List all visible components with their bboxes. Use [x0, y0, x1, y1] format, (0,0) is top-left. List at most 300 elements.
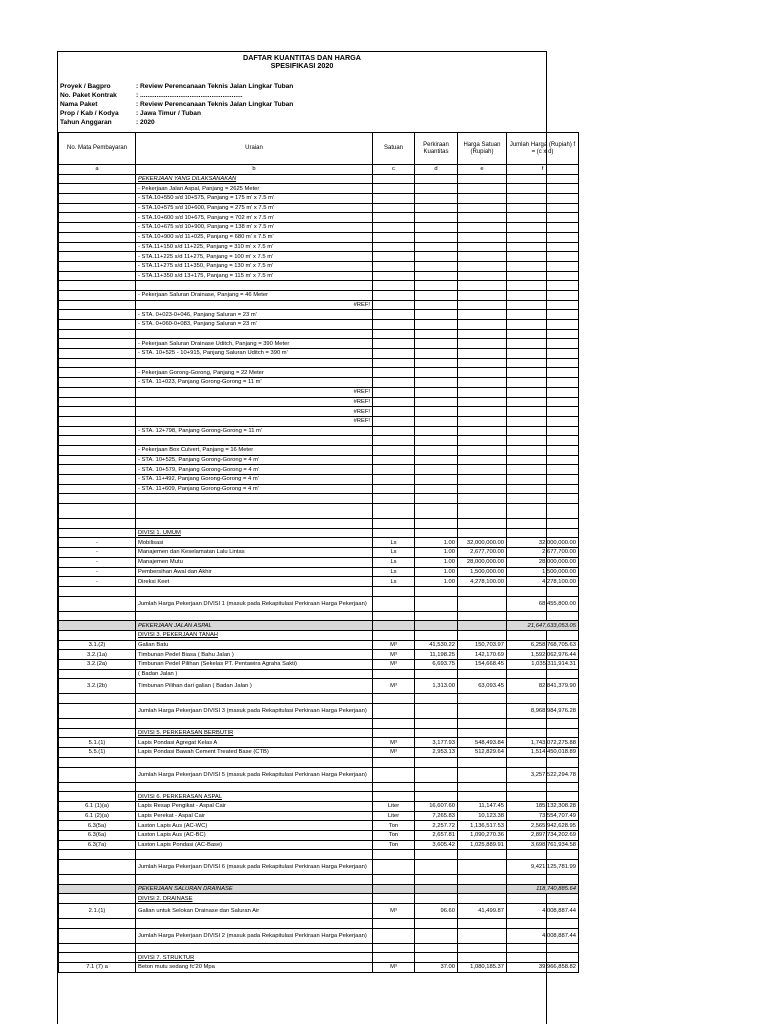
- cell-uraian: - STA. 0+023-0+046, Panjang Saluran = 23 m': [136, 310, 373, 320]
- cell-uraian: - STA. 10+579, Panjang Gorong-Gorong = 4 m': [136, 465, 373, 475]
- cell-uraian: - STA.11+350 s/d 13+175, Panjang = 115 m' x 7.5 m': [136, 271, 373, 281]
- cell-uraian: Jumlah Harga Pekerjaan DIVISI 3 (masuk pada Rekapitulasi Perkiraan Harga Pekerjaan): [136, 704, 373, 719]
- table-row: [59, 387, 579, 397]
- cell-kuantitas: [415, 310, 458, 320]
- table-row: [59, 475, 579, 485]
- table-row: [59, 310, 579, 320]
- cell-harga: [458, 252, 507, 262]
- cell-kuantitas: 11,198.25: [415, 650, 458, 660]
- header-harga: Harga Satuan (Rupiah): [458, 133, 507, 165]
- cell-jumlah: [507, 358, 579, 368]
- cell-no: [59, 611, 136, 621]
- cell-harga: [458, 349, 507, 359]
- cell-satuan: [373, 261, 415, 271]
- cell-jumlah: 4,278,100.00: [507, 577, 579, 587]
- table-row: [59, 445, 579, 455]
- cell-jumlah: [507, 943, 579, 953]
- cell-no: 2.1.(1): [59, 904, 136, 919]
- cell-kuantitas: [415, 860, 458, 875]
- cell-no: [59, 860, 136, 875]
- cell-kuantitas: 1,313.00: [415, 679, 458, 694]
- table-row: [59, 455, 579, 465]
- cell-uraian: [136, 281, 373, 291]
- cell-uraian: - STA.10+600 s/d 10+675, Panjang = 702 m' x 7.5 m': [136, 213, 373, 223]
- cell-harga: [458, 271, 507, 281]
- cell-satuan: Ls: [373, 557, 415, 567]
- cell-uraian: Manajemen dan Keselamatan Lalu Lintas: [136, 548, 373, 558]
- table-row: [59, 694, 579, 704]
- cell-jumlah: [507, 194, 579, 204]
- cell-no: [59, 416, 136, 426]
- cell-kuantitas: [415, 894, 458, 904]
- cell-kuantitas: [415, 203, 458, 213]
- column-letter-row: [59, 165, 579, 175]
- cell-satuan: [373, 358, 415, 368]
- cell-jumlah: [507, 290, 579, 300]
- cell-no: 6.3(7a): [59, 840, 136, 850]
- cell-satuan: [373, 271, 415, 281]
- table-row: [59, 339, 579, 349]
- cell-uraian: - STA.11+150 s/d 11+225, Panjang = 310 m' x 7.5 m': [136, 242, 373, 252]
- cell-uraian: - Pekerjaan Saluran Drainase, Panjang = 46 Meter: [136, 290, 373, 300]
- cell-satuan: [373, 349, 415, 359]
- cell-no: [59, 884, 136, 894]
- cell-satuan: [373, 694, 415, 704]
- cell-jumlah: [507, 174, 579, 184]
- cell-jumlah: [507, 611, 579, 621]
- cell-harga: 154,668.45: [458, 660, 507, 670]
- cell-no: [59, 519, 136, 529]
- cell-harga: 32,000,000.00: [458, 538, 507, 548]
- cell-kuantitas: [415, 416, 458, 426]
- cell-jumlah: [507, 445, 579, 455]
- letter-f: f: [507, 165, 579, 175]
- table-row: [59, 320, 579, 330]
- cell-uraian: - Pekerjaan Saluran Drainase Uditch, Panjang = 390 Meter: [136, 339, 373, 349]
- cell-harga: [458, 596, 507, 611]
- cell-jumlah: 118,740,885.64: [507, 884, 579, 894]
- cell-no: [59, 194, 136, 204]
- cell-jumlah: 1,743,072,275.88: [507, 738, 579, 748]
- cell-uraian: [136, 586, 373, 596]
- cell-harga: [458, 728, 507, 738]
- table-row: [59, 830, 579, 840]
- cell-uraian: Pembersihan Awal dan Akhir: [136, 567, 373, 577]
- table-row: [59, 252, 579, 262]
- cell-kuantitas: [415, 290, 458, 300]
- cell-uraian: [136, 358, 373, 368]
- cell-kuantitas: [415, 704, 458, 719]
- cell-jumlah: [507, 320, 579, 330]
- cell-harga: [458, 300, 507, 310]
- cell-kuantitas: [415, 757, 458, 767]
- cell-no: [59, 310, 136, 320]
- cell-harga: [458, 184, 507, 194]
- cell-no: [59, 953, 136, 963]
- cell-satuan: [373, 320, 415, 330]
- cell-no: [59, 757, 136, 767]
- table-row: [59, 640, 579, 650]
- cell-kuantitas: 16,607.60: [415, 801, 458, 811]
- cell-jumlah: 32,000,000.00: [507, 538, 579, 548]
- cell-jumlah: 1,500,000.00: [507, 567, 579, 577]
- cell-kuantitas: [415, 475, 458, 485]
- cell-uraian: DIVISI 3. PEKERJAAN TANAH: [136, 630, 373, 640]
- cell-kuantitas: [415, 528, 458, 538]
- cell-harga: [458, 368, 507, 378]
- cell-harga: [458, 953, 507, 963]
- table-row: [59, 504, 579, 519]
- cell-satuan: Ls: [373, 538, 415, 548]
- cell-harga: [458, 611, 507, 621]
- cell-kuantitas: 3,605.42: [415, 840, 458, 850]
- table-row: [59, 884, 579, 894]
- table-row: [59, 261, 579, 271]
- cell-kuantitas: [415, 484, 458, 494]
- cell-no: -: [59, 567, 136, 577]
- cell-jumlah: [507, 387, 579, 397]
- table-row: [59, 329, 579, 339]
- cell-harga: [458, 203, 507, 213]
- cell-kuantitas: [415, 368, 458, 378]
- cell-uraian: - STA. 0+060-0+083, Panjang Saluran = 23 m': [136, 320, 373, 330]
- table-row: [59, 300, 579, 310]
- cell-satuan: M³: [373, 963, 415, 973]
- cell-harga: 28,000,000.00: [458, 557, 507, 567]
- cell-uraian: PEKERJAAN JALAN ASPAL: [136, 621, 373, 631]
- cell-kuantitas: [415, 397, 458, 407]
- cell-harga: 1,080,185.37: [458, 963, 507, 973]
- cell-no: [59, 368, 136, 378]
- cell-kuantitas: 1.00: [415, 538, 458, 548]
- cell-no: 3.1.(2): [59, 640, 136, 650]
- table-row: [59, 963, 579, 973]
- cell-no: [59, 300, 136, 310]
- cell-jumlah: [507, 426, 579, 436]
- cell-satuan: [373, 782, 415, 792]
- cell-uraian: Direksi Keet: [136, 577, 373, 587]
- cell-satuan: [373, 223, 415, 233]
- cell-kuantitas: [415, 320, 458, 330]
- cell-harga: [458, 884, 507, 894]
- cell-harga: [458, 407, 507, 417]
- cell-harga: [458, 919, 507, 929]
- cell-uraian: Laston Lapis Aus (AC-BC): [136, 830, 373, 840]
- table-row: [59, 801, 579, 811]
- cell-jumlah: 39,966,858.82: [507, 963, 579, 973]
- cell-kuantitas: [415, 329, 458, 339]
- cell-jumlah: [507, 407, 579, 417]
- cell-satuan: M³: [373, 640, 415, 650]
- cell-harga: [458, 194, 507, 204]
- letter-d: d: [415, 165, 458, 175]
- cell-no: [59, 475, 136, 485]
- cell-kuantitas: [415, 719, 458, 729]
- cell-harga: [458, 528, 507, 538]
- cell-kuantitas: [415, 349, 458, 359]
- cell-kuantitas: [415, 850, 458, 860]
- cell-harga: [458, 894, 507, 904]
- cell-no: [59, 782, 136, 792]
- cell-jumlah: 1,035,311,914.31: [507, 660, 579, 670]
- cell-uraian: [136, 519, 373, 529]
- cell-satuan: M³: [373, 650, 415, 660]
- cell-uraian: Jumlah Harga Pekerjaan DIVISI 1 (masuk pada Rekapitulasi Perkiraan Harga Pekerjaan): [136, 596, 373, 611]
- cell-jumlah: [507, 919, 579, 929]
- cell-uraian: [136, 919, 373, 929]
- cell-harga: 1,136,517.53: [458, 821, 507, 831]
- cell-no: 3.2.(2b): [59, 679, 136, 694]
- cell-no: [59, 669, 136, 679]
- cell-kuantitas: [415, 494, 458, 504]
- cell-jumlah: [507, 329, 579, 339]
- cell-uraian: Timbunan Pedel Biasa ( Bahu Jalan ): [136, 650, 373, 660]
- header-satuan: Satuan: [373, 133, 415, 165]
- cell-uraian: Mobilisasi: [136, 538, 373, 548]
- cell-uraian: Jumlah Harga Pekerjaan DIVISI 2 (masuk pada Rekapitulasi Perkiraan Harga Pekerjaan): [136, 928, 373, 943]
- cell-satuan: [373, 436, 415, 446]
- cell-no: [59, 242, 136, 252]
- cell-satuan: [373, 445, 415, 455]
- cell-satuan: [373, 953, 415, 963]
- table-row: [59, 407, 579, 417]
- cell-satuan: M³: [373, 738, 415, 748]
- cell-uraian: Manajemen Mutu: [136, 557, 373, 567]
- cell-kuantitas: [415, 694, 458, 704]
- table-row: [59, 669, 579, 679]
- cell-no: [59, 426, 136, 436]
- cell-kuantitas: 2,657.81: [415, 830, 458, 840]
- cell-harga: 63,093.45: [458, 679, 507, 694]
- cell-uraian: - Pekerjaan Gorong-Gorong, Panjang = 22 Meter: [136, 368, 373, 378]
- table-row: [59, 174, 579, 184]
- cell-uraian: #REF!: [136, 416, 373, 426]
- cell-no: [59, 349, 136, 359]
- cell-no: [59, 339, 136, 349]
- cell-kuantitas: [415, 782, 458, 792]
- project-info: [60, 82, 293, 127]
- cell-kuantitas: 3,177.93: [415, 738, 458, 748]
- spreadsheet-page: [57, 51, 576, 1024]
- cell-jumlah: 8,968,984,976.28: [507, 704, 579, 719]
- table-row: [59, 767, 579, 782]
- table-row: [59, 894, 579, 904]
- table-row: [59, 953, 579, 963]
- cell-harga: [458, 329, 507, 339]
- cell-satuan: M³: [373, 660, 415, 670]
- cell-jumlah: [507, 630, 579, 640]
- table-row: [59, 358, 579, 368]
- cell-no: [59, 465, 136, 475]
- table-row: [59, 704, 579, 719]
- cell-satuan: [373, 310, 415, 320]
- cell-jumlah: [507, 757, 579, 767]
- cell-jumlah: [507, 242, 579, 252]
- cell-no: [59, 261, 136, 271]
- cell-satuan: [373, 528, 415, 538]
- cell-harga: 41,499.87: [458, 904, 507, 919]
- cell-kuantitas: 1.00: [415, 577, 458, 587]
- cell-jumlah: [507, 494, 579, 504]
- cell-satuan: [373, 290, 415, 300]
- cell-kuantitas: [415, 465, 458, 475]
- cell-satuan: [373, 475, 415, 485]
- cell-jumlah: 9,421,125,781.99: [507, 860, 579, 875]
- letter-e: e: [458, 165, 507, 175]
- cell-uraian: Jumlah Harga Pekerjaan DIVISI 6 (masuk pada Rekapitulasi Perkiraan Harga Pekerjaan): [136, 860, 373, 875]
- cell-no: [59, 484, 136, 494]
- cell-satuan: Ls: [373, 577, 415, 587]
- cell-no: 6.3(6a): [59, 830, 136, 840]
- cell-harga: [458, 694, 507, 704]
- cell-jumlah: 73,554,707.49: [507, 811, 579, 821]
- cell-kuantitas: [415, 358, 458, 368]
- cell-jumlah: 6,258,768,705.63: [507, 640, 579, 650]
- cell-satuan: [373, 174, 415, 184]
- cell-kuantitas: [415, 928, 458, 943]
- cell-jumlah: [507, 475, 579, 485]
- cell-jumlah: 4,008,887.44: [507, 904, 579, 919]
- cell-harga: [458, 416, 507, 426]
- table-row: [59, 630, 579, 640]
- cell-no: [59, 445, 136, 455]
- cell-jumlah: [507, 184, 579, 194]
- table-row: [59, 213, 579, 223]
- cell-kuantitas: [415, 213, 458, 223]
- cell-kuantitas: [415, 586, 458, 596]
- cell-satuan: [373, 928, 415, 943]
- cell-jumlah: [507, 281, 579, 291]
- cell-kuantitas: [415, 630, 458, 640]
- cell-kuantitas: [415, 184, 458, 194]
- cell-harga: 1,025,889.91: [458, 840, 507, 850]
- table-row: [59, 194, 579, 204]
- cell-kuantitas: [415, 252, 458, 262]
- cell-uraian: Lapis Perekat - Aspal Cair: [136, 811, 373, 821]
- cell-jumlah: [507, 349, 579, 359]
- cell-jumlah: [507, 339, 579, 349]
- cell-no: [59, 694, 136, 704]
- cell-satuan: [373, 397, 415, 407]
- cell-jumlah: [507, 719, 579, 729]
- cell-satuan: [373, 300, 415, 310]
- table-row: [59, 840, 579, 850]
- cell-harga: [458, 242, 507, 252]
- cell-no: -: [59, 577, 136, 587]
- cell-jumlah: [507, 232, 579, 242]
- cell-uraian: PEKERJAAN YANG DILAKSANAKAN: [136, 174, 373, 184]
- cell-uraian: - STA.10+675 s/d 10+900, Panjang = 138 m' x 7.5 m': [136, 223, 373, 233]
- cell-harga: [458, 223, 507, 233]
- cell-harga: [458, 792, 507, 802]
- cell-uraian: Lapis Pondasi Bawah Cement Treated Base (CTB): [136, 748, 373, 758]
- cell-satuan: [373, 719, 415, 729]
- cell-no: [59, 704, 136, 719]
- table-row: [59, 397, 579, 407]
- cell-satuan: [373, 281, 415, 291]
- cell-satuan: [373, 894, 415, 904]
- cell-kuantitas: [415, 621, 458, 631]
- cell-no: [59, 504, 136, 519]
- cell-satuan: M³: [373, 748, 415, 758]
- cell-harga: [458, 719, 507, 729]
- table-row: [59, 528, 579, 538]
- cell-jumlah: [507, 368, 579, 378]
- cell-jumlah: [507, 271, 579, 281]
- table-row: [59, 596, 579, 611]
- cell-satuan: [373, 792, 415, 802]
- cell-kuantitas: [415, 445, 458, 455]
- cell-harga: [458, 757, 507, 767]
- cell-no: [59, 728, 136, 738]
- cell-satuan: [373, 884, 415, 894]
- cell-jumlah: [507, 223, 579, 233]
- cell-harga: [458, 465, 507, 475]
- cell-harga: [458, 387, 507, 397]
- cell-no: [59, 213, 136, 223]
- table-row: [59, 586, 579, 596]
- cell-uraian: Lapis Resap Pengikat - Aspal Cair: [136, 801, 373, 811]
- cell-satuan: [373, 378, 415, 388]
- cell-harga: [458, 261, 507, 271]
- cell-harga: [458, 621, 507, 631]
- cell-satuan: Liter: [373, 811, 415, 821]
- table-row: [59, 426, 579, 436]
- table-row: [59, 577, 579, 587]
- cell-jumlah: [507, 213, 579, 223]
- cell-no: [59, 455, 136, 465]
- cell-no: [59, 223, 136, 233]
- info-row: Tahun Anggaran : 2020: [60, 119, 155, 126]
- cell-kuantitas: [415, 884, 458, 894]
- cell-satuan: [373, 329, 415, 339]
- quantity-price-table: [58, 132, 579, 973]
- cell-no: [59, 596, 136, 611]
- cell-jumlah: [507, 953, 579, 963]
- table-row: [59, 904, 579, 919]
- cell-uraian: DIVISI 5. PERKERASAN BERBUTIR: [136, 728, 373, 738]
- cell-harga: [458, 850, 507, 860]
- cell-jumlah: [507, 504, 579, 519]
- cell-no: 5.5.(1): [59, 748, 136, 758]
- cell-satuan: [373, 919, 415, 929]
- cell-kuantitas: [415, 271, 458, 281]
- table-row: [59, 281, 579, 291]
- cell-no: 5.1.(1): [59, 738, 136, 748]
- cell-no: [59, 919, 136, 929]
- table-row: [59, 943, 579, 953]
- cell-no: 7.1 (7) a: [59, 963, 136, 973]
- document-subtitle: SPESIFIKASI 2020: [270, 61, 334, 70]
- cell-satuan: [373, 611, 415, 621]
- cell-no: [59, 184, 136, 194]
- cell-uraian: #REF!: [136, 407, 373, 417]
- cell-kuantitas: 1.00: [415, 548, 458, 558]
- cell-satuan: [373, 416, 415, 426]
- cell-jumlah: 1,514,450,018.89: [507, 748, 579, 758]
- table-row: [59, 203, 579, 213]
- info-row: Proyek / Bagpro : Review Perencanaan Teknis Jalan Lingkar Tuban: [60, 83, 294, 90]
- cell-uraian: - STA.10+575 s/d 10+600, Panjang = 275 m' x 7.5 m': [136, 203, 373, 213]
- cell-jumlah: [507, 792, 579, 802]
- cell-harga: [458, 630, 507, 640]
- cell-no: [59, 407, 136, 417]
- table-row: [59, 567, 579, 577]
- cell-uraian: DIVISI 1. UMUM: [136, 528, 373, 538]
- cell-satuan: [373, 621, 415, 631]
- header-jumlah: Jumlah Harga (Rupiah) f = (c x d): [507, 133, 579, 165]
- cell-uraian: [136, 943, 373, 953]
